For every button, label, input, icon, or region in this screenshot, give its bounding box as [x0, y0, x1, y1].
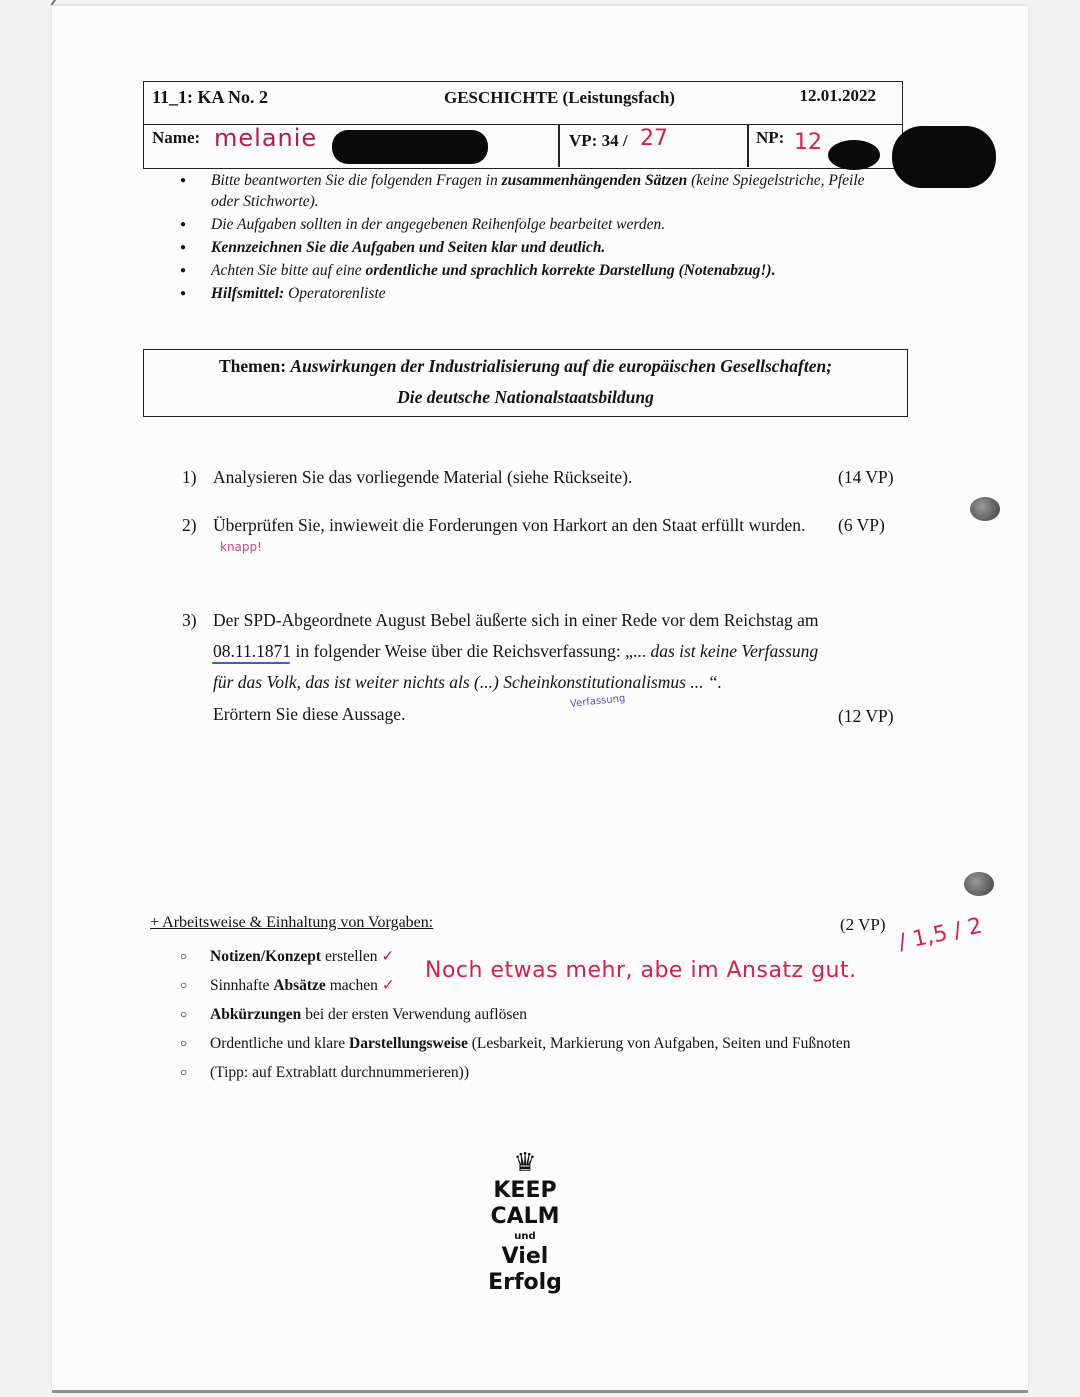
- crown-icon: ♛: [513, 1148, 537, 1178]
- keep-calm-line: KEEP: [493, 1178, 557, 1203]
- header-row: [144, 82, 902, 125]
- keep-calm-logo: [470, 1148, 580, 1296]
- vp-label: VP: 34 /: [569, 131, 628, 150]
- instruction-list: [180, 170, 880, 306]
- task-number: 2): [182, 515, 197, 535]
- criteria-item: ○ Sinnhafte Absätze machen ✓: [180, 971, 940, 1000]
- criteria-title: + Arbeitsweise & Einhaltung von Vorgaben:: [150, 914, 434, 931]
- themes-line: Themen: Auswirkungen der Industrialisierung auf die europäischen Gesellschaften;: [218, 356, 833, 376]
- redaction: [332, 130, 488, 164]
- punch-hole: [964, 872, 994, 896]
- instruction-item: ● Kennzeichnen Sie die Aufgaben und Seiten klar und deutlich.: [180, 237, 880, 258]
- themes-box: [143, 349, 908, 417]
- keep-calm-line: und: [514, 1231, 536, 1242]
- instruction-item: ● Die Aufgaben sollten in der angegebenen Reihenfolge bearbeitet werden.: [180, 214, 880, 235]
- criteria-item: ○ Ordentliche und klare Darstellungsweise (Lesbarkeit, Markierung von Aufgaben, Seiten und Fußnoten: [180, 1029, 940, 1058]
- criteria-points: (2 VP): [840, 915, 886, 934]
- keep-calm-line: Erfolg: [488, 1270, 562, 1295]
- task-number: 3): [182, 610, 197, 630]
- exam-date: 12.01.2022: [799, 86, 876, 105]
- criteria-item: ○ Notizen/Konzept erstellen ✓: [180, 942, 940, 971]
- instruction-item: ● Achten Sie bitte auf eine ordentliche und sprachlich korrekte Darstellung (Notenabzug!).: [180, 260, 880, 281]
- punch-hole: [970, 497, 1000, 521]
- task-text-line: für das Volk, das ist weiter nichts als (...) Scheinkonstitutionalismus ... “.: [213, 672, 722, 692]
- task-points: (12 VP): [838, 706, 894, 726]
- student-name: melanie: [214, 124, 318, 152]
- task-text-line: Erörtern Sie diese Aussage.: [213, 704, 406, 724]
- keep-calm-line: CALM: [490, 1204, 560, 1229]
- task-3: [182, 610, 902, 730]
- np-label: NP:: [756, 128, 785, 147]
- subject-title: GESCHICHTE (Leistungsfach): [444, 88, 675, 107]
- keep-calm-line: Viel: [501, 1244, 549, 1269]
- criteria-item: ○ Abkürzungen bei der ersten Verwendung auflösen: [180, 1000, 940, 1029]
- cell-divider: [747, 125, 749, 167]
- teacher-score-mark: / 1,5 / 2: [896, 913, 985, 956]
- header-table: [143, 81, 903, 169]
- teacher-note: knapp!: [220, 540, 262, 554]
- task-text: Analysieren Sie das vorliegende Material (siehe Rückseite).: [213, 467, 633, 487]
- exam-id: 11_1: KA No. 2: [152, 87, 269, 107]
- instruction-item: ● Bitte beantworten Sie die folgenden Fragen in zusammenhängenden Sätzen (keine Spiegelstriche, Pfeile oder Stichworte).: [180, 170, 880, 212]
- teacher-comment: Noch etwas mehr, abe im Ansatz gut.: [425, 958, 857, 983]
- name-label: Name:: [152, 128, 201, 147]
- task-text-line: Der SPD-Abgeordnete August Bebel äußerte sich in einer Rede vor dem Reichstag am: [213, 610, 819, 630]
- vp-score: 27: [640, 126, 668, 151]
- task-text-line: 08.11.1871 in folgender Weise über die Reichsverfassung: „... das ist keine Verfassung: [213, 641, 819, 661]
- task-points: (6 VP): [838, 515, 885, 535]
- task-number: 1): [182, 467, 197, 487]
- task-text: Überprüfen Sie, inwieweit die Forderungen von Harkort an den Staat erfüllt wurden.: [213, 515, 806, 535]
- teacher-note: Verfassung: [569, 693, 626, 710]
- redaction: [892, 126, 996, 188]
- redaction: [828, 140, 880, 170]
- instruction-item: ● Hilfsmittel: Operatorenliste: [180, 283, 880, 304]
- np-score: 12: [794, 130, 822, 155]
- criteria-item-continued: ○ (Tipp: auf Extrablatt durchnummerieren)): [180, 1058, 940, 1087]
- task-points: (14 VP): [838, 467, 894, 487]
- paper-edge: [52, 1390, 1028, 1393]
- cell-divider: [558, 125, 560, 167]
- themes-line: Die deutsche Nationalstaatsbildung: [397, 387, 654, 407]
- date-underline: [212, 662, 290, 664]
